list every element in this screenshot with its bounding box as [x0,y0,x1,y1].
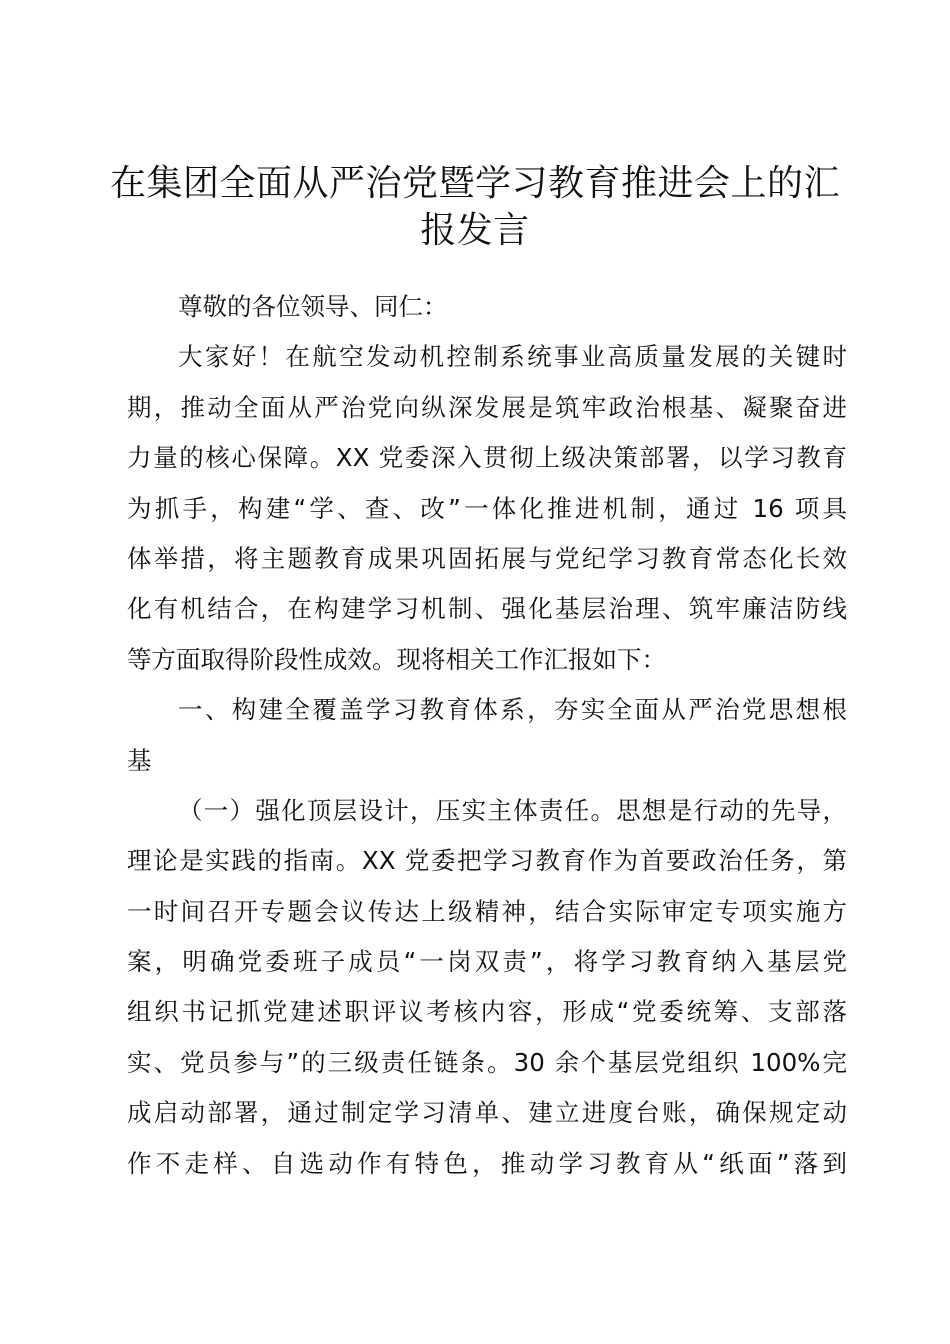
subsection-line: 案，明确党委班子成员“一岗双责”，将学习教育纳入基层党 [127,947,847,977]
intro-line: 等方面取得阶段性成效。现将相关工作汇报如下： [127,644,666,674]
intro-line: 期，推动全面从严治党向纵深发展是筑牢政治根基、凝聚奋进 [127,392,847,422]
section-heading-line: 一、构建全覆盖学习教育体系，夯实全面从严治党思想根 [178,695,847,725]
salutation-paragraph [127,282,847,332]
title-line-1: 在集团全面从严治党暨学习教育推进会上的汇 [110,163,841,204]
subsection-paragraph-1 [127,786,847,1189]
subsection-line: 作不走样、自选动作有特色，推动学习教育从“纸面”落到 [127,1148,847,1178]
subsection-line: 理论是实践的指南。XX 党委把学习教育作为首要政治任务，第 [127,846,847,876]
intro-line: 化有机结合，在构建学习机制、强化基层治理、筑牢廉洁防线 [127,594,847,624]
title-line-2: 报发言 [420,210,530,251]
subsection-line: 组织书记抓党建述职评议考核内容，形成“党委统筹、支部落 [127,997,847,1027]
section-heading-1 [127,685,847,786]
intro-line: 为抓手，构建“学、查、改”一体化推进机制，通过 16 项具 [127,493,847,523]
document-title [110,160,840,254]
intro-paragraph [127,332,847,685]
document-body [127,282,847,1189]
subsection-line: 成启动部署，通过制定学习清单、建立进度台账，确保规定动 [127,1098,847,1128]
intro-line: 力量的核心保障。XX 党委深入贯彻上级决策部署，以学习教育 [127,443,847,473]
subsection-line: （一）强化顶层设计，压实主体责任。思想是行动的先导， [178,795,847,825]
salutation: 尊敬的各位领导、同仁： [178,292,448,321]
section-heading-line: 基 [127,745,152,775]
subsection-line: 实、党员参与”的三级责任链条。30 余个基层党组织 100%完 [127,1047,847,1077]
intro-line: 体举措，将主题教育成果巩固拓展与党纪学习教育常态化长效 [127,543,847,573]
intro-line: 大家好！在航空发动机控制系统事业高质量发展的关键时 [178,342,847,372]
subsection-line: 一时间召开专题会议传达上级精神，结合实际审定专项实施方 [127,896,847,926]
